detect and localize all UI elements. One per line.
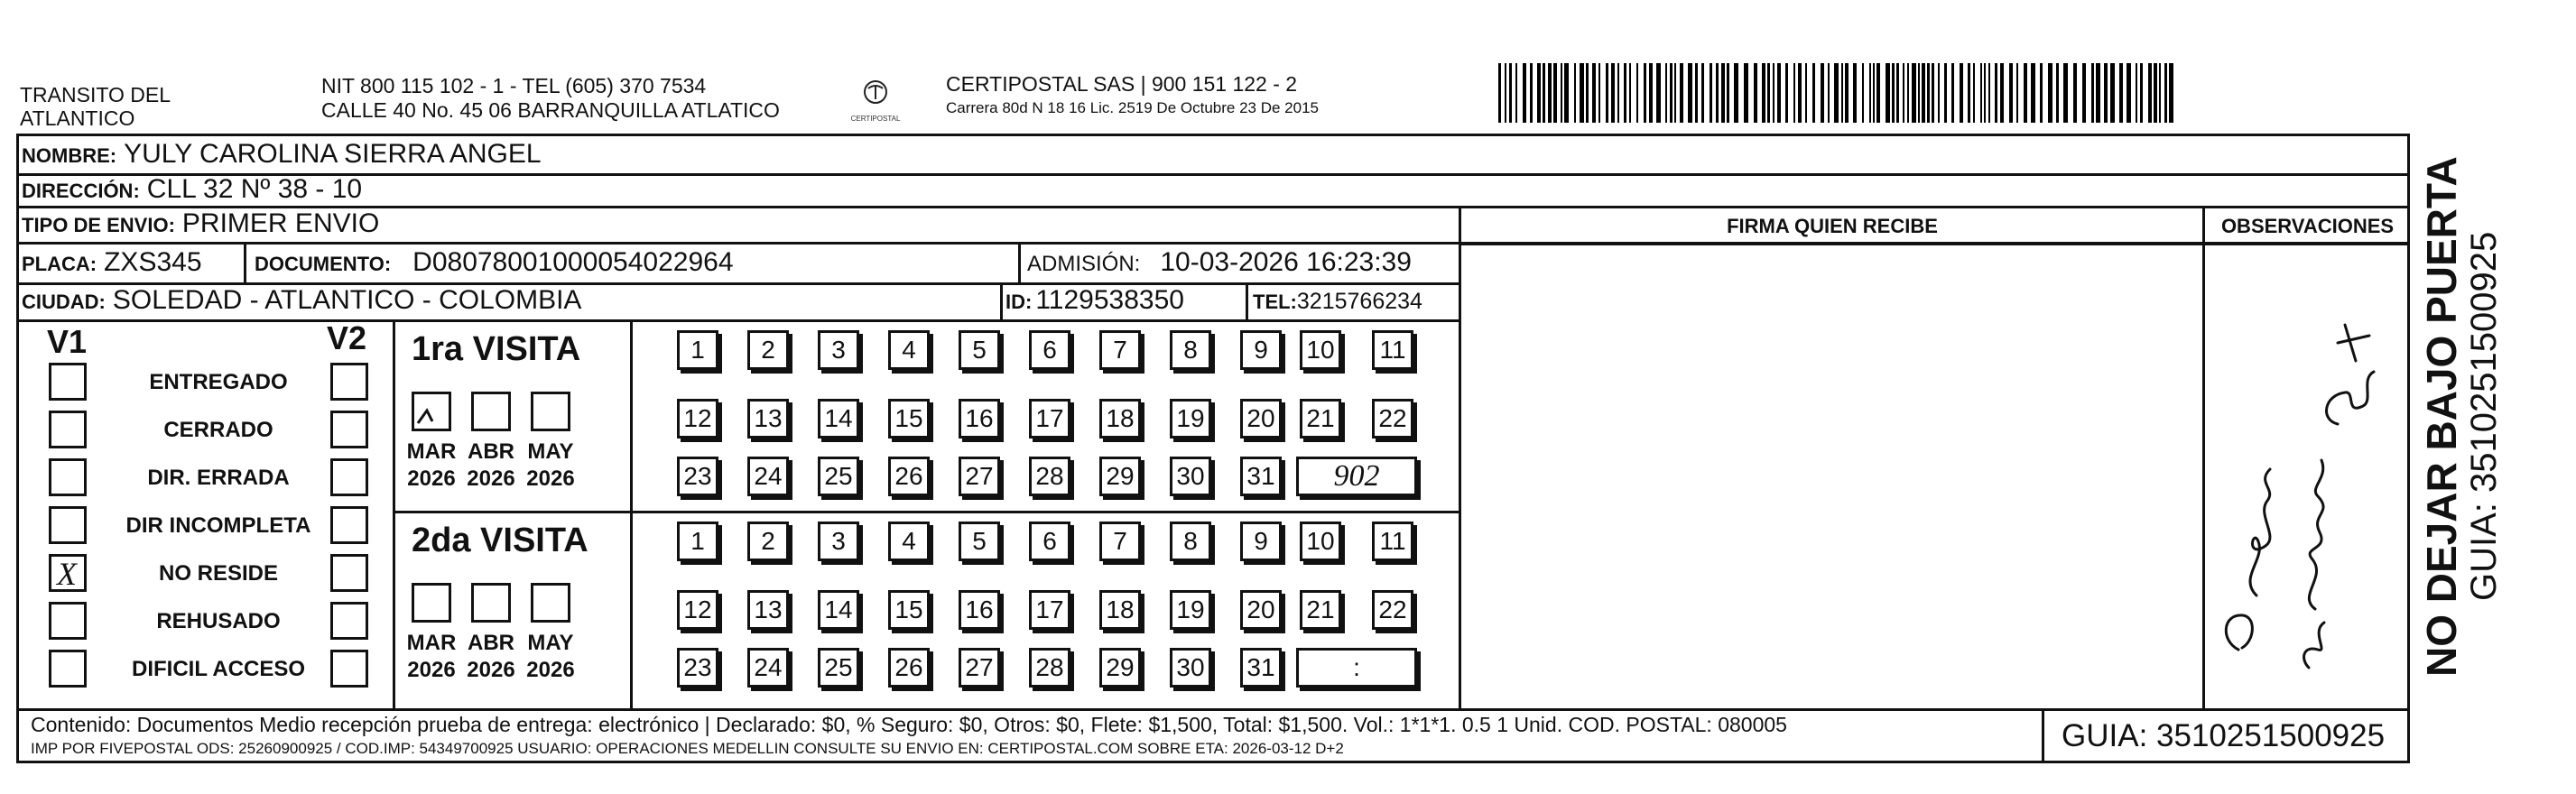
barcode-bar	[1938, 63, 1940, 123]
day-cell[interactable]: 27	[959, 457, 1000, 496]
v2-checkbox[interactable]	[330, 411, 368, 448]
barcode-bar	[1498, 63, 1501, 123]
day-cell[interactable]: 30	[1170, 457, 1211, 496]
barcode-bar	[1644, 63, 1646, 123]
barcode-bar	[1912, 63, 1916, 123]
month-name: ABR	[468, 631, 514, 655]
barcode-bar	[2110, 63, 2115, 123]
time-field[interactable]: :	[1296, 648, 1417, 688]
divider	[1246, 282, 1248, 319]
barcode-bar	[1984, 63, 1986, 123]
barcode-bar	[1853, 63, 1857, 123]
direccion-value: CLL 32 Nº 38 - 10	[146, 174, 363, 204]
month-year: 2026	[526, 466, 575, 491]
barcode-bar	[1710, 63, 1712, 123]
v2-header: V2	[327, 319, 367, 356]
day-cell[interactable]: 20	[1240, 399, 1282, 439]
month-name: MAR	[406, 439, 457, 464]
day-cell[interactable]: 8	[1170, 330, 1211, 370]
day-cell[interactable]: 11	[1372, 330, 1413, 370]
barcode-bar	[1617, 63, 1619, 123]
day-cell[interactable]: 11	[1372, 522, 1413, 561]
day-cell[interactable]: 24	[747, 457, 789, 496]
barcode-bar	[2148, 63, 2152, 123]
day-cell[interactable]: 1	[677, 330, 718, 370]
v2-checkbox[interactable]	[330, 458, 368, 496]
barcode-bar	[1586, 63, 1589, 123]
status-label: CERRADO	[163, 418, 273, 442]
day-cell[interactable]: 25	[818, 457, 859, 496]
v1-checkbox[interactable]	[49, 506, 87, 544]
day-cell[interactable]: 21	[1300, 590, 1341, 630]
barcode-bar	[1798, 63, 1802, 123]
barcode-bar	[1515, 63, 1517, 123]
day-cell[interactable]: 31	[1240, 457, 1282, 496]
nit-line: NIT 800 115 102 - 1 - TEL (605) 370 7534	[321, 74, 707, 97]
barcode-bar	[2119, 63, 2123, 123]
logo-caption: CERTIPOSTAL	[850, 115, 901, 123]
id-field	[1005, 285, 1184, 316]
status-label: NO RESIDE	[158, 561, 279, 586]
barcode-bar	[2104, 63, 2108, 123]
tipo-envio-field	[22, 208, 379, 239]
barcode-bar	[1968, 63, 1970, 123]
day-cell[interactable]: 23	[677, 457, 718, 496]
month-label	[514, 630, 587, 684]
v2-checkbox[interactable]	[330, 602, 368, 640]
day-cell[interactable]: 22	[1372, 590, 1413, 630]
barcode-bar	[1918, 63, 1920, 123]
barcode-bar	[1553, 63, 1557, 123]
day-cell[interactable]: 18	[1099, 590, 1141, 630]
barcode-bar	[1688, 63, 1692, 123]
address-line: CALLE 40 No. 45 06 BARRANQUILLA ATLATICO	[321, 98, 780, 122]
day-cell[interactable]: 2	[747, 522, 789, 561]
month-year: 2026	[467, 466, 515, 491]
v2-checkbox[interactable]	[330, 363, 368, 401]
day-cell[interactable]: 16	[959, 590, 1000, 630]
barcode-bar	[1960, 63, 1963, 123]
barcode-bar	[1561, 63, 1562, 123]
barcode-bar	[1649, 63, 1653, 123]
placa-field	[22, 247, 202, 278]
divider	[393, 511, 1460, 513]
day-cell[interactable]: 6	[1029, 330, 1070, 370]
day-cell[interactable]: 22	[1372, 399, 1413, 439]
barcode-bar	[1873, 63, 1875, 123]
day-cell[interactable]: 10	[1300, 522, 1341, 561]
nombre-field	[22, 139, 542, 170]
time-field[interactable]: 902	[1296, 457, 1417, 496]
barcode-bar	[2169, 63, 2173, 123]
barcode-bar	[1754, 63, 1757, 123]
barcode-bar	[1611, 63, 1615, 123]
barcode-bar	[1777, 63, 1781, 123]
barcode-bar	[1656, 63, 1661, 123]
barcode-bar	[1995, 63, 1997, 123]
barcode-bar	[1695, 63, 1698, 123]
imp-text: IMP POR FIVEPOSTAL ODS: 25260900925 / COD.IMP: 54349700925 USUARIO: OPERACIONES MEDELLIN CONSULTE SU ENVIO EN: CERTIPOSTAL.COM SOBRE ETA: 2026-03-12 D+2	[31, 740, 1344, 757]
tipo-envio-label: TIPO DE ENVIO:	[22, 214, 175, 236]
v1-checkbox[interactable]	[49, 554, 87, 592]
barcode-bar	[2009, 63, 2013, 123]
barcode-bar	[1624, 63, 1626, 123]
barcode-bar	[1828, 63, 1830, 123]
barcode-bar	[1892, 63, 1895, 123]
day-cell[interactable]: 28	[1029, 457, 1070, 496]
visit-title: 2da VISITA	[412, 522, 588, 559]
month-checkbox[interactable]	[471, 392, 511, 431]
divider	[1000, 282, 1003, 319]
barcode-bar	[1886, 63, 1890, 123]
ciudad-field	[22, 285, 581, 316]
status-label: DIFICIL ACCESO	[131, 657, 305, 681]
day-cell[interactable]: 28	[1029, 648, 1070, 688]
day-cell[interactable]: 27	[959, 648, 1000, 688]
month-checkbox[interactable]	[412, 392, 451, 431]
visit-title: 1ra VISITA	[412, 330, 581, 368]
admision-value: 10-03-2026 16:23:39	[1160, 247, 1412, 277]
v2-checkbox[interactable]	[330, 554, 368, 592]
barcode-bar	[1927, 63, 1930, 123]
barcode-bar	[2056, 63, 2059, 123]
status-label: ENTREGADO	[149, 370, 288, 394]
day-cell[interactable]: 13	[747, 399, 789, 439]
carrier-info	[946, 72, 1319, 117]
v1-checkbox[interactable]	[49, 650, 87, 688]
check-mark-icon	[414, 394, 449, 429]
placa-value: ZXS345	[104, 247, 202, 277]
no-dejar-bajo-puerta: NO DEJAR BAJO PUERTA	[2418, 156, 2465, 677]
barcode-bar	[1505, 63, 1506, 123]
day-cell[interactable]: 3	[818, 330, 859, 370]
barcode-bar	[2096, 63, 2100, 123]
day-cell[interactable]: 25	[818, 648, 859, 688]
day-cell[interactable]: 10	[1300, 330, 1341, 370]
barcode-bar	[1951, 63, 1954, 123]
barcode-bar	[1922, 63, 1925, 123]
barcode-bar	[1980, 63, 1982, 123]
month-checkbox[interactable]	[471, 583, 511, 623]
day-cell[interactable]: 9	[1240, 522, 1282, 561]
barcode-bar	[2073, 63, 2077, 123]
barcode-bar	[1509, 63, 1512, 123]
day-cell[interactable]: 4	[888, 330, 930, 370]
admision-label: ADMISIÓN:	[1027, 252, 1141, 276]
admision-field	[1027, 247, 1412, 278]
day-cell[interactable]: 2	[747, 330, 789, 370]
barcode-bar	[1680, 63, 1683, 123]
barcode-bar	[1834, 63, 1839, 123]
day-cell[interactable]: 7	[1099, 330, 1141, 370]
divider	[1018, 242, 1021, 282]
month-name: MAR	[406, 631, 457, 655]
day-cell[interactable]: 23	[677, 648, 718, 688]
day-cell[interactable]: 15	[888, 590, 930, 630]
barcode-bar	[1665, 63, 1667, 123]
documento-label: DOCUMENTO:	[255, 253, 392, 275]
barcode-bar	[2140, 63, 2143, 123]
barcode-bar	[1574, 63, 1576, 123]
barcode-bar	[2016, 63, 2018, 123]
day-cell[interactable]: 8	[1170, 522, 1211, 561]
day-cell[interactable]: 12	[677, 399, 718, 439]
barcode-bar	[1767, 63, 1770, 123]
barcode-bar	[1523, 63, 1526, 123]
v1-checkbox[interactable]	[49, 363, 87, 401]
divider	[16, 319, 1460, 322]
day-cell[interactable]: 24	[747, 648, 789, 688]
company-name: TRANSITO DEL ATLANTICO	[20, 83, 171, 130]
company-contact	[321, 74, 780, 123]
barcode-bar	[1606, 63, 1608, 123]
observaciones-header: OBSERVACIONES	[2220, 215, 2395, 237]
barcode-bar	[2000, 63, 2004, 123]
barcode-bar	[2040, 63, 2043, 123]
day-cell[interactable]: 6	[1029, 522, 1070, 561]
barcode-bar	[2136, 63, 2137, 123]
month-year: 2026	[526, 658, 575, 682]
month-name: MAY	[527, 631, 574, 655]
day-cell[interactable]: 5	[959, 330, 1000, 370]
direccion-field	[22, 174, 362, 205]
day-cell[interactable]: 1	[677, 522, 718, 561]
divider	[244, 242, 246, 282]
id-value: 1129538350	[1035, 285, 1184, 315]
barcode-bar	[1903, 63, 1904, 123]
day-cell[interactable]: 18	[1099, 399, 1141, 439]
day-cell[interactable]: 19	[1170, 590, 1211, 630]
month-checkbox[interactable]	[531, 583, 570, 623]
day-cell[interactable]: 21	[1300, 399, 1341, 439]
handwritten-signature-icon	[2202, 289, 2410, 704]
barcode-bar	[2154, 63, 2157, 123]
placa-label: PLACA:	[22, 253, 97, 275]
day-cell[interactable]: 4	[888, 522, 930, 561]
barcode-bar	[1674, 63, 1676, 123]
barcode-bar	[2127, 63, 2131, 123]
status-label: DIR INCOMPLETA	[125, 513, 311, 538]
v1-checkbox[interactable]	[49, 458, 87, 496]
status-label: REHUSADO	[156, 609, 281, 633]
barcode-bar	[2159, 63, 2161, 123]
barcode-bar	[1821, 63, 1824, 123]
day-cell[interactable]: 17	[1029, 590, 1070, 630]
barcode-bar	[1841, 63, 1843, 123]
v2-checkbox[interactable]	[330, 650, 368, 688]
barcode-bar	[1805, 63, 1807, 123]
day-cell[interactable]: 31	[1240, 648, 1282, 688]
barcode-bar	[1876, 63, 1880, 123]
barcode-bar	[2048, 63, 2052, 123]
barcode-icon	[1498, 63, 2184, 123]
tel-field	[1253, 289, 1422, 315]
day-cell[interactable]: 15	[888, 399, 930, 439]
barcode-bar	[1744, 63, 1748, 123]
barcode-bar	[1716, 63, 1719, 123]
barcode-bar	[1592, 63, 1596, 123]
tel-label: TEL:	[1253, 291, 1297, 313]
barcode-bar	[1862, 63, 1864, 123]
barcode-bar	[1727, 63, 1729, 123]
barcode-bar	[1564, 63, 1569, 123]
barcode-bar	[1629, 63, 1631, 123]
barcode-bar	[1670, 63, 1673, 123]
x-mark-icon: X	[57, 556, 77, 592]
day-cell[interactable]: 16	[959, 399, 1000, 439]
day-cell[interactable]: 19	[1170, 399, 1211, 439]
barcode-bar	[1896, 63, 1899, 123]
day-cell[interactable]: 29	[1099, 648, 1141, 688]
barcode-bar	[2024, 63, 2027, 123]
barcode-bar	[2091, 63, 2094, 123]
day-cell[interactable]: 17	[1029, 399, 1070, 439]
barcode-bar	[1537, 63, 1541, 123]
day-cell[interactable]: 26	[888, 457, 930, 496]
day-cell[interactable]: 9	[1240, 330, 1282, 370]
documento-value: D08078001000054022964	[412, 247, 734, 277]
status-label: DIR. ERRADA	[147, 466, 290, 490]
month-year: 2026	[467, 658, 515, 682]
month-label	[514, 439, 587, 493]
ciudad-value: SOLEDAD - ATLANTICO - COLOMBIA	[112, 285, 582, 315]
tel-value: 3215766234	[1296, 289, 1422, 314]
day-cell[interactable]: 20	[1240, 590, 1282, 630]
v1-header: V1	[47, 323, 88, 360]
ciudad-label: CIUDAD:	[22, 291, 106, 313]
barcode-bar	[1973, 63, 1975, 123]
day-cell[interactable]: 13	[747, 590, 789, 630]
divider	[630, 319, 633, 708]
direccion-label: DIRECCIÓN:	[22, 180, 140, 202]
divider	[2042, 708, 2044, 763]
month-name: MAY	[527, 439, 574, 464]
barcode-bar	[1773, 63, 1774, 123]
month-name: ABR	[468, 439, 514, 464]
firma-header: FIRMA QUIEN RECIBE	[1727, 215, 1938, 237]
barcode-bar	[1944, 63, 1947, 123]
barcode-bar	[1580, 63, 1584, 123]
divider	[1459, 206, 1461, 708]
month-year: 2026	[407, 658, 456, 682]
barcode-bar	[1932, 63, 1934, 123]
divider	[1460, 244, 2410, 245]
barcode-bar	[1812, 63, 1815, 123]
day-cell[interactable]: 14	[818, 590, 859, 630]
carrier-name: CERTIPOSTAL SAS | 900 151 122 - 2	[946, 72, 1298, 96]
day-cell[interactable]: 29	[1099, 457, 1141, 496]
barcode-bar	[1869, 63, 1871, 123]
barcode-bar	[1785, 63, 1788, 123]
contenido-text: Contenido: Documentos Medio recepción prueba de entrega: electrónico | Declarado: $0, % Seguro: $0, Otros: $0, Flete: $1,500, Total: $1,500. Vol.: 1*1*1. 0.5 1 Unid. COD. POSTAL: 080005	[31, 713, 1787, 736]
v1-checkbox[interactable]	[49, 411, 87, 448]
barcode-bar	[1907, 63, 1909, 123]
barcode-bar	[2082, 63, 2086, 123]
id-label: ID:	[1005, 291, 1033, 313]
certipostal-logo-icon	[848, 74, 903, 125]
barcode-bar	[1762, 63, 1765, 123]
barcode-bar	[1543, 63, 1545, 123]
divider	[16, 173, 2410, 176]
guia-box: GUIA: 3510251500925	[2062, 718, 2386, 753]
barcode-bar	[2063, 63, 2068, 123]
barcode-bar	[2031, 63, 2035, 123]
barcode-bar	[1701, 63, 1704, 123]
barcode-bar	[1793, 63, 1795, 123]
day-cell[interactable]: 12	[677, 590, 718, 630]
day-cell[interactable]: 30	[1170, 648, 1211, 688]
barcode-bar	[1845, 63, 1849, 123]
day-cell[interactable]: 26	[888, 648, 930, 688]
day-cell[interactable]: 14	[818, 399, 859, 439]
carrier-license: Carrera 80d N 18 16 Lic. 2519 De Octubre 23 De 2015	[946, 99, 1319, 116]
month-checkbox[interactable]	[531, 392, 570, 431]
barcode-bar	[1721, 63, 1725, 123]
month-checkbox[interactable]	[412, 583, 451, 623]
day-cell[interactable]: 5	[959, 522, 1000, 561]
divider	[16, 708, 2410, 711]
barcode-bar	[1530, 63, 1533, 123]
nombre-value: YULY CAROLINA SIERRA ANGEL	[124, 139, 542, 169]
day-cell[interactable]: 3	[818, 522, 859, 561]
barcode-bar	[1636, 63, 1638, 123]
nombre-label: NOMBRE:	[22, 144, 117, 167]
day-cell[interactable]: 7	[1099, 522, 1141, 561]
barcode-bar	[1548, 63, 1552, 123]
documento-field	[255, 247, 734, 278]
barcode-bar	[1988, 63, 1990, 123]
v2-checkbox[interactable]	[330, 506, 368, 544]
side-guia: GUIA: 3510251500925	[2464, 231, 2504, 601]
barcode-bar	[2164, 63, 2167, 123]
barcode-bar	[1598, 63, 1600, 123]
tipo-envio-value: PRIMER ENVIO	[181, 208, 380, 238]
v1-checkbox[interactable]	[49, 602, 87, 640]
barcode-bar	[1734, 63, 1738, 123]
month-year: 2026	[407, 466, 456, 491]
